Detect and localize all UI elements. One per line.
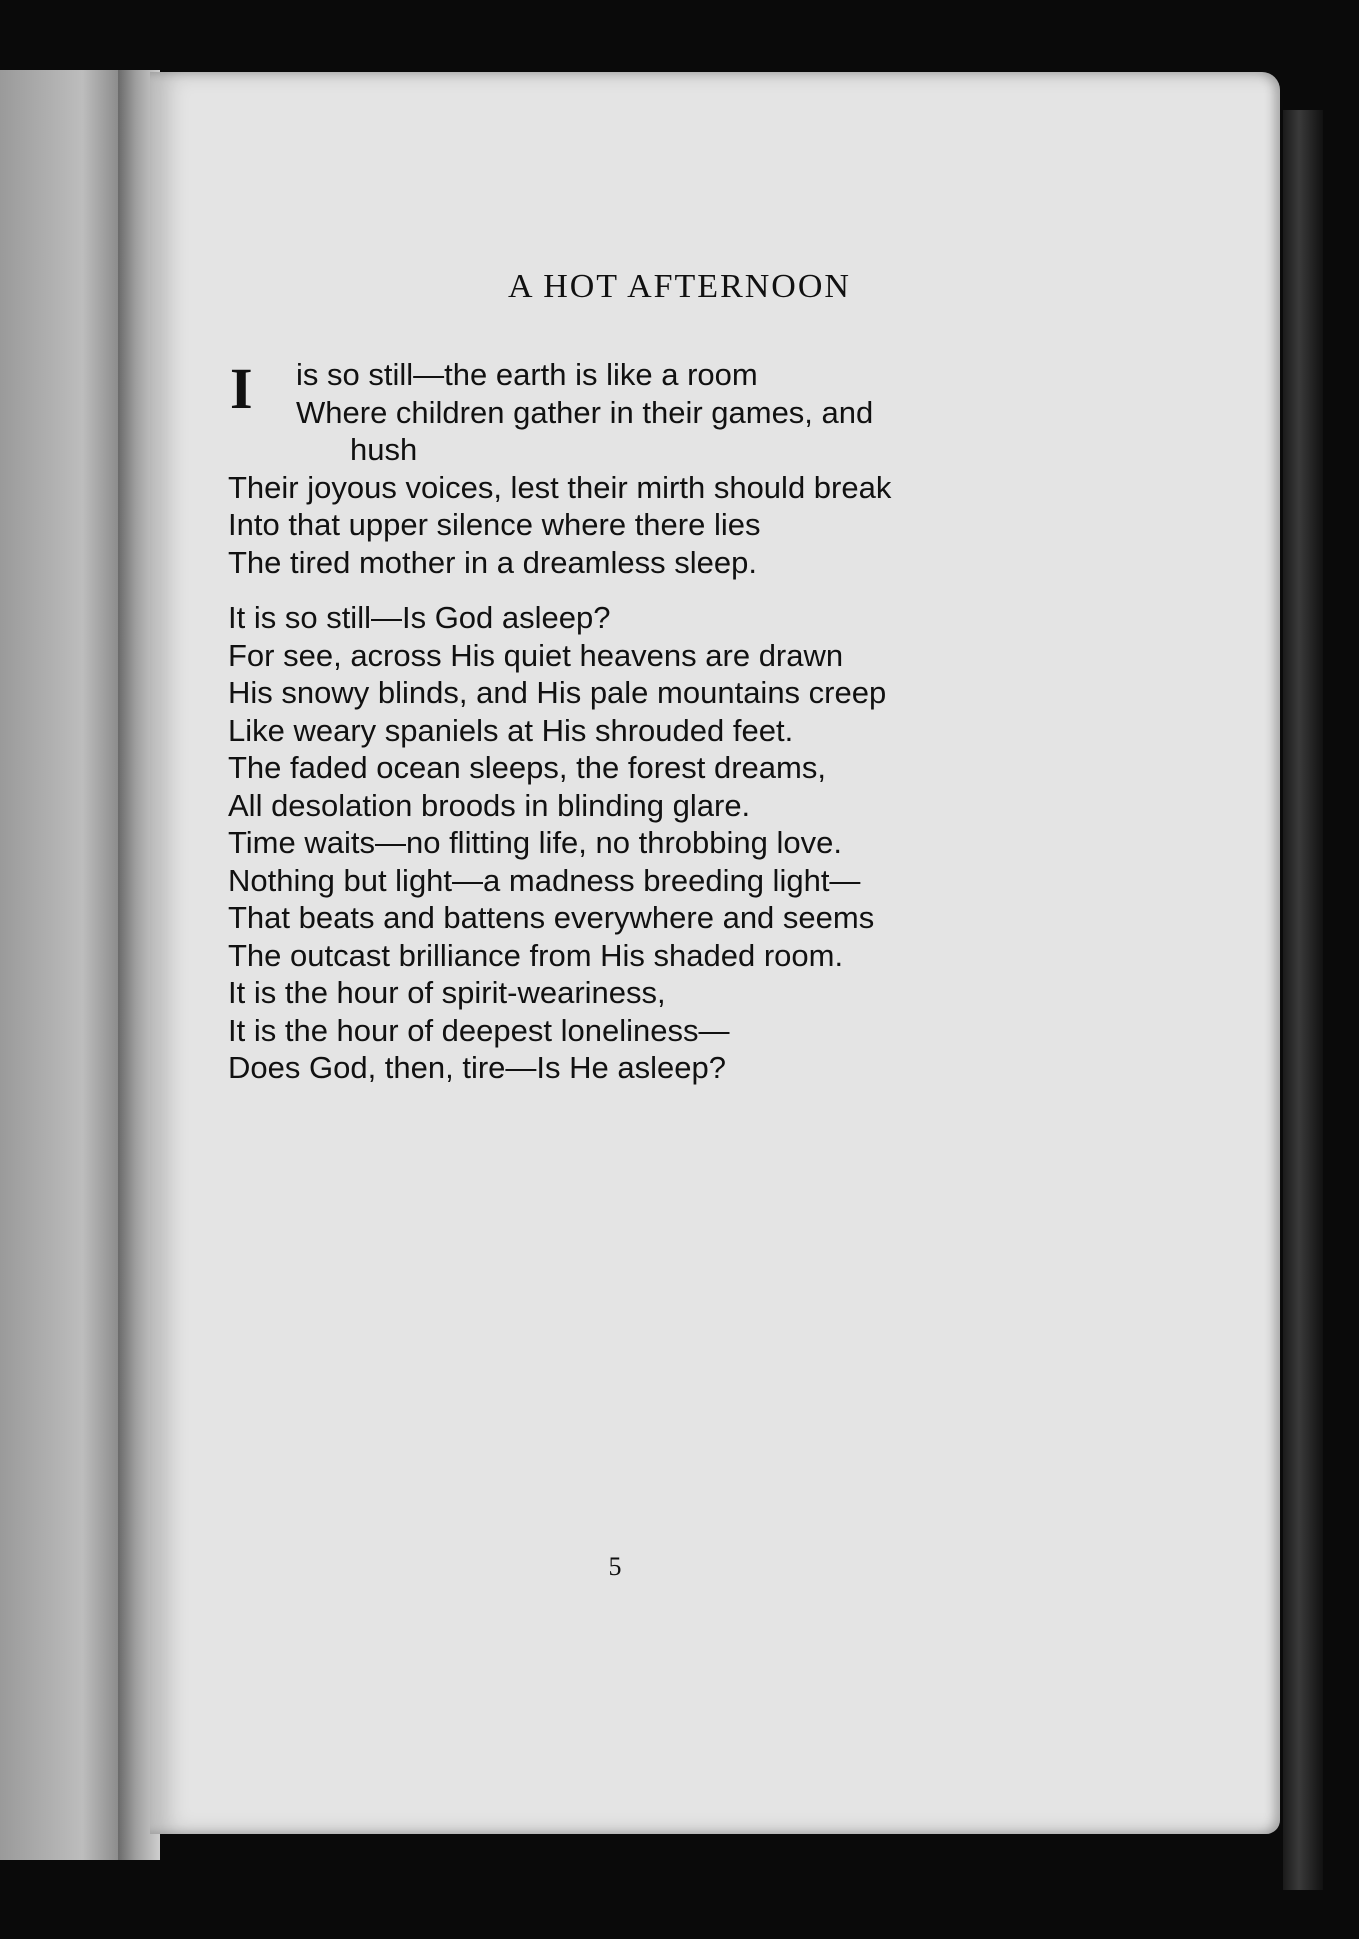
poem-line: It is the hour of deepest loneliness— <box>228 1012 730 1048</box>
stanza-2 <box>228 599 1028 1087</box>
poem-line: Nothing but light—a madness breeding light— <box>228 862 861 898</box>
page-number: 5 <box>608 1552 622 1581</box>
poem-line: Does God, then, tire—Is He asleep? <box>228 1050 726 1085</box>
stanza-1 <box>228 356 1028 581</box>
poem-line: That beats and battens everywhere and seems <box>228 900 875 935</box>
poem-line: The outcast brilliance from His shaded room. <box>228 937 844 973</box>
poem-line: It is so still—Is God asleep? <box>228 600 611 635</box>
poem-body <box>228 356 1028 1087</box>
drop-cap: I <box>230 356 253 421</box>
poem-line: Where children gather in their games, and <box>296 394 874 430</box>
poem-line: The faded ocean sleeps, the forest dreams, <box>228 750 826 785</box>
poem-line: It is the hour of spirit-weariness, <box>228 975 666 1010</box>
poem-line: The tired mother in a dreamless sleep. <box>228 544 757 580</box>
poem-line: hush <box>350 432 418 467</box>
poem-line: Time waits—no flitting life, no throbbing love. <box>228 825 842 860</box>
poem-line: is so still—the earth is like a room <box>296 357 758 392</box>
poem-line: Like weary spaniels at His shrouded feet. <box>228 712 794 748</box>
poem-line: Their joyous voices, lest their mirth should break <box>228 469 892 505</box>
poem-title: A HOT AFTERNOON <box>508 268 851 305</box>
page-stack-edge <box>1283 110 1323 1890</box>
poem-line: His snowy blinds, and His pale mountains creep <box>228 675 887 710</box>
poem-line: Into that upper silence where there lies <box>228 507 761 542</box>
poem-line: For see, across His quiet heavens are drawn <box>228 637 844 673</box>
poem-line: All desolation broods in blinding glare. <box>228 787 751 823</box>
